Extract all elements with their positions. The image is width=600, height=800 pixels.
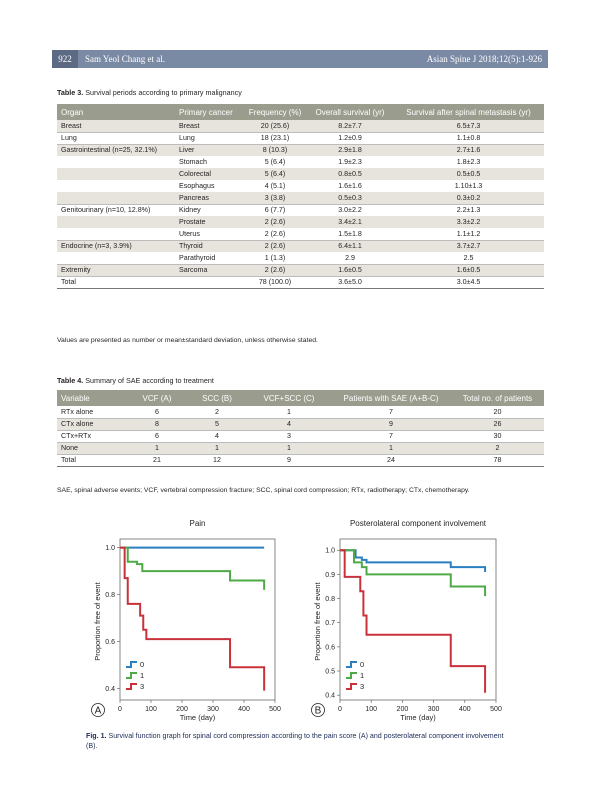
table3-cell-frequency: 3 (3.8) [243, 192, 307, 204]
table3-row [57, 204, 544, 216]
table3-cell-after-metastasis: 3.3±2.2 [393, 216, 544, 228]
table3-cell-frequency: 2 (2.6) [243, 264, 307, 276]
y-tick-label: 0.7 [325, 620, 335, 628]
y-tick-label: 0.4 [105, 685, 115, 693]
table3-cell-cancer: Lung [175, 132, 243, 144]
table3-row [57, 144, 544, 156]
table3-row [57, 120, 544, 132]
table3-row [57, 228, 544, 240]
table3-cell-frequency: 78 (100.0) [243, 276, 307, 288]
table3-row [57, 132, 544, 144]
table3-cell-after-metastasis: 2.2±1.3 [456, 206, 481, 215]
legend-swatch [126, 662, 137, 667]
table3-cell-organ [57, 156, 175, 168]
y-tick-label: 0.8 [325, 596, 335, 604]
table4-cell-patients-sae: 9 [331, 418, 451, 430]
table3-cell-after-metastasis: 0.3±0.2 [393, 192, 544, 204]
table4-title: Summary of SAE according to treatment [85, 376, 214, 385]
y-tick-label: 0.9 [325, 571, 335, 579]
x-axis-label: Time (day) [179, 713, 216, 722]
table3-cell-cancer: Sarcoma [175, 264, 243, 276]
legend-swatch [126, 684, 137, 689]
table3-cell-after-metastasis: 1.1±1.2 [393, 228, 544, 240]
y-tick-label: 1.0 [325, 547, 335, 555]
table3-row [57, 156, 544, 168]
panel-label: B [314, 705, 322, 717]
table4-cell-scc: 1 [187, 442, 247, 454]
legend-swatch [346, 662, 357, 667]
table4-cell-variable: CTx+RTx [57, 430, 127, 442]
legend-label: 1 [360, 671, 365, 680]
table4-cell-patients-sae: 7 [331, 406, 451, 418]
table4-cell-total: 20 [451, 406, 544, 418]
y-tick-label: 0.6 [105, 638, 115, 646]
table3-caption [57, 88, 242, 97]
x-tick-label: 200 [176, 706, 188, 713]
running-author: Sam Yeol Chang et al. [85, 54, 165, 64]
table4-cell-patients-sae: 7 [331, 430, 451, 442]
table4-cell-total: 26 [451, 418, 544, 430]
table3-cell-cancer: Esophagus [179, 182, 215, 190]
table3-col-cancer: Primary cancer [175, 104, 243, 120]
table4-row [57, 418, 544, 430]
survival-figure [0, 510, 600, 725]
table3-cell-after-metastasis: 2.5 [393, 252, 544, 264]
table4-cell-patients-sae: 1 [331, 442, 451, 454]
table4-cell-total: 30 [451, 430, 544, 442]
table4-col-scc: SCC (B) [187, 390, 247, 406]
table3-cell-organ [57, 252, 175, 264]
table3-row [57, 180, 544, 192]
journal-citation: Asian Spine J 2018;12(5):1-926 [426, 54, 542, 64]
table3-cell-overall: 3.0±2.2 [338, 206, 362, 215]
table3-cell-overall: 1.6±1.6 [338, 182, 362, 190]
table3-col-after-metastasis: Survival after spinal metastasis (yr) [393, 104, 544, 120]
table4 [57, 390, 544, 467]
table3-cell-cancer: Thyroid [175, 240, 243, 252]
table3-cell-overall: 1.6±0.5 [307, 264, 393, 276]
table4-cell-total: 78 [451, 454, 544, 466]
legend-swatch [126, 673, 137, 678]
table3-cell-frequency: 6 (7.7) [264, 206, 286, 215]
x-tick-label: 300 [207, 706, 219, 713]
table3-note: Values are presented as number or mean±standard deviation, unless otherwise stated. [57, 337, 318, 344]
table4-cell-variable: Total [57, 454, 127, 466]
table3-cell-after-metastasis: 0.5±0.5 [393, 168, 544, 180]
table3-row [57, 240, 544, 252]
table4-label: Table 4. [57, 376, 84, 385]
panel-label: A [94, 705, 102, 717]
table3-cell-frequency: 8 (10.3) [243, 144, 307, 156]
table3-cell-organ [57, 180, 175, 192]
table3-cell-organ [57, 168, 175, 180]
table4-cell-vcf: 8 [127, 418, 187, 430]
table3-cell-after-metastasis: 6.5±7.3 [393, 120, 544, 132]
table3-cell-frequency: 20 (25.6) [243, 120, 307, 132]
table3-cell-overall: 1.9±2.3 [338, 158, 362, 166]
table3-cell-overall: 6.4±1.1 [307, 240, 393, 252]
table4-body [57, 406, 544, 466]
page-header [52, 50, 548, 68]
chart-pain [92, 519, 281, 722]
x-tick-label: 100 [365, 706, 378, 713]
legend-swatch [346, 684, 357, 689]
survival-curve-0 [340, 550, 485, 572]
table3-cell-organ [57, 228, 175, 240]
table3-header-row [57, 104, 544, 120]
table4-col-vcf: VCF (A) [127, 390, 187, 406]
x-tick-label: 400 [458, 706, 471, 713]
table4-cell-vcf: 1 [127, 442, 187, 454]
table3-cell-organ: Extremity [57, 264, 175, 276]
table4-note: SAE, spinal adverse events; VCF, vertebral compression fracture; SCC, spinal cord compression; RTx, radiotherapy; CTx, chemotherapy. [57, 487, 470, 494]
table4-row [57, 454, 544, 466]
table4-cell-vcf: 21 [127, 454, 187, 466]
table3-row [57, 276, 544, 288]
x-tick-label: 200 [396, 706, 409, 713]
table3-cell-after-metastasis: 3.7±2.7 [393, 240, 544, 252]
table3-cell-organ: Lung [57, 132, 175, 144]
table3-cell-overall: 3.6±5.0 [307, 276, 393, 288]
legend-label: 3 [140, 682, 145, 691]
table4-cell-variable: CTx alone [57, 418, 127, 430]
table3-cell-after-metastasis: 1.8±2.3 [456, 158, 481, 166]
table3-cell-after-metastasis: 1.6±0.5 [393, 264, 544, 276]
table3-cell-organ [57, 192, 175, 204]
table3-cell-organ [57, 216, 175, 228]
table3-cell-frequency: 2 (2.6) [243, 228, 307, 240]
table4-cell-vcf-scc: 1 [247, 406, 331, 418]
table4-cell-scc: 4 [187, 430, 247, 442]
table3-cell-frequency: 18 (23.1) [243, 132, 307, 144]
legend-swatch [346, 673, 357, 678]
table3-cell-frequency: 2 (2.6) [243, 240, 307, 252]
chart-title: Posterolateral component involvement [349, 519, 487, 528]
page-number: 922 [52, 50, 78, 68]
table4-header-row [57, 390, 544, 406]
table4-cell-vcf: 6 [127, 406, 187, 418]
x-tick-label: 100 [145, 706, 157, 713]
table3-cell-cancer: Kidney [179, 206, 201, 215]
table4-cell-variable: RTx alone [57, 406, 127, 418]
table3-cell-cancer: Stomach [179, 158, 207, 166]
y-tick-label: 0.8 [105, 592, 115, 600]
table3-cell-overall: 8.2±7.7 [307, 120, 393, 132]
table3-body [57, 120, 544, 288]
table4-row [57, 406, 544, 418]
table3-cell-cancer [175, 276, 243, 288]
table3-cell-after-metastasis: 3.0±4.5 [393, 276, 544, 288]
table3-cell-organ: Endocrine (n=3, 3.9%) [57, 240, 175, 252]
table3-cell-cancer: Liver [175, 144, 243, 156]
table3-col-frequency: Frequency (%) [243, 104, 307, 120]
table3-cell-cancer: Prostate [175, 216, 243, 228]
y-tick-label: 0.4 [325, 692, 335, 700]
x-tick-label: 500 [490, 706, 502, 713]
table3-row [57, 252, 544, 264]
survival-curve-1 [120, 548, 264, 590]
table4-cell-scc: 12 [187, 454, 247, 466]
table4-col-total: Total no. of patients [451, 390, 544, 406]
table4-cell-scc: 5 [187, 418, 247, 430]
table3-cell-overall: 2.9 [307, 252, 393, 264]
figure-caption [86, 732, 516, 751]
table3-cell-overall: 0.8±0.5 [307, 168, 393, 180]
table4-cell-vcf-scc: 4 [247, 418, 331, 430]
table3-cell-frequency: 5 (6.4) [264, 158, 286, 166]
legend-label: 1 [140, 671, 145, 680]
table3-cell-cancer: Parathyroid [175, 252, 243, 264]
legend-label: 0 [140, 660, 145, 669]
table3-title: Survival periods according to primary malignancy [85, 88, 242, 97]
table3-cell-organ: Total [57, 276, 175, 288]
y-axis-label: Proportion free of event [93, 582, 102, 661]
table3-cell-frequency: 5 (6.4) [243, 168, 307, 180]
y-tick-label: 1.0 [105, 545, 115, 553]
table3-cell-organ: Breast [57, 120, 175, 132]
table3-cell-cancer: Uterus [175, 228, 243, 240]
figure-caption-text: Survival function graph for spinal cord compression according to the pain score (A) and posterolateral component involvement (B). [86, 732, 504, 750]
table3-cell-overall: 1.2±0.9 [307, 132, 393, 144]
x-axis-label: Time (day) [400, 713, 436, 722]
table3-row [57, 192, 544, 204]
table3-cell-cancer: Breast [175, 120, 243, 132]
table3-cell-frequency: 4 (5.1) [264, 182, 286, 190]
legend-label: 3 [360, 682, 365, 691]
figure-label: Fig. 1. [86, 732, 107, 740]
table3-cell-organ: Genitourinary (n=10, 12.8%) [61, 206, 151, 215]
table4-cell-vcf-scc: 9 [247, 454, 331, 466]
table4-cell-scc: 2 [187, 406, 247, 418]
table3-cell-after-metastasis: 1.1±0.8 [393, 132, 544, 144]
table3-cell-cancer: Colorectal [175, 168, 243, 180]
chart-title: Pain [189, 519, 206, 528]
y-tick-label: 0.6 [325, 644, 335, 652]
table4-cell-vcf-scc: 3 [247, 430, 331, 442]
legend-label: 0 [360, 660, 365, 669]
table3-col-organ: Organ [57, 104, 175, 120]
table4-cell-variable: None [57, 442, 127, 454]
table4-col-vcf-scc: VCF+SCC (C) [247, 390, 331, 406]
table3-row [57, 168, 544, 180]
table4-col-patients-sae: Patients with SAE (A+B-C) [331, 390, 451, 406]
table4-cell-total: 2 [451, 442, 544, 454]
table3-cell-after-metastasis: 2.7±1.6 [393, 144, 544, 156]
y-axis-label: Proportion free of event [313, 582, 322, 661]
table3-cell-after-metastasis: 1.10±1.3 [454, 182, 483, 190]
chart-posterolateral [312, 519, 502, 722]
table3-cell-overall: 0.5±0.3 [307, 192, 393, 204]
y-tick-label: 0.5 [325, 668, 335, 676]
table3-cell-overall: 3.4±2.1 [307, 216, 393, 228]
table4-caption [57, 376, 214, 385]
table4-row [57, 430, 544, 442]
table4-cell-vcf-scc: 1 [247, 442, 331, 454]
table3-cell-organ: Gastrointestinal (n=25, 32.1%) [57, 144, 175, 156]
x-tick-label: 0 [338, 706, 342, 713]
table3-row [57, 216, 544, 228]
table4-row [57, 442, 544, 454]
table3 [57, 104, 544, 289]
table4-cell-patients-sae: 24 [331, 454, 451, 466]
x-tick-label: 500 [269, 706, 281, 713]
table3-row [57, 264, 544, 276]
table3-cell-overall: 2.9±1.8 [307, 144, 393, 156]
x-tick-label: 400 [238, 706, 250, 713]
x-tick-label: 300 [427, 706, 440, 713]
table3-cell-frequency: 1 (1.3) [243, 252, 307, 264]
table3-cell-frequency: 2 (2.6) [243, 216, 307, 228]
table3-cell-overall: 1.5±1.8 [307, 228, 393, 240]
table3-cell-cancer: Pancreas [175, 192, 243, 204]
table4-col-variable: Variable [57, 390, 127, 406]
x-tick-label: 0 [118, 706, 122, 713]
table3-label: Table 3. [57, 88, 84, 97]
table4-cell-vcf: 6 [127, 430, 187, 442]
table3-col-overall: Overall survival (yr) [307, 104, 393, 120]
